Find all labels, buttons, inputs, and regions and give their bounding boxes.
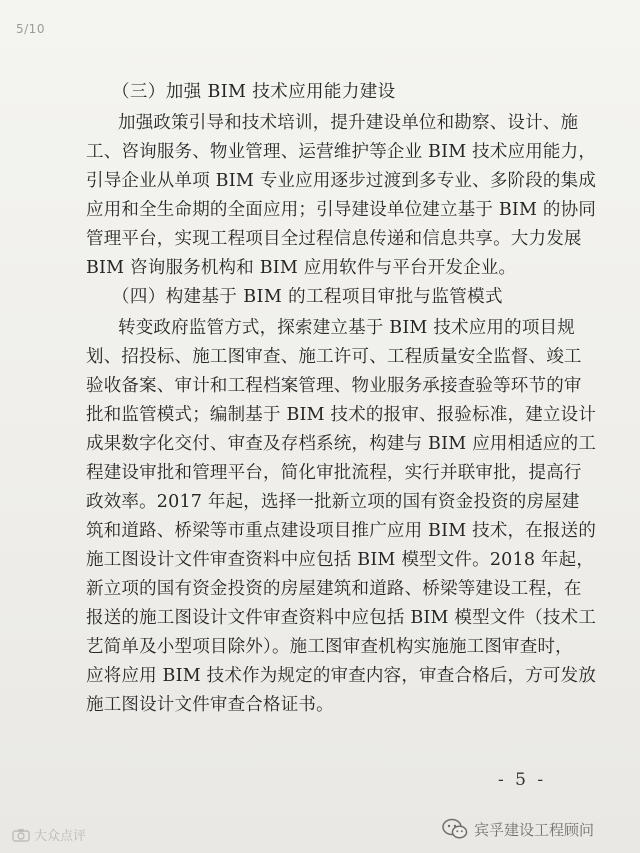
camera-watermark-icon	[12, 828, 30, 842]
text-line: 转变政府监管方式，探索建立基于 BIM 技术应用的项目规	[118, 318, 575, 338]
section-paragraph-3	[86, 109, 597, 283]
section-paragraph-4	[86, 314, 597, 720]
text-line: 应将应用 BIM 技术作为规定的审查内容，审查合格后，方可发放	[86, 666, 597, 686]
text-line: 管理平台，实现工程项目全过程信息传递和信息共享。大力发展	[86, 229, 582, 249]
watermark-left-text: 大众点评	[34, 829, 87, 844]
watermark-right	[442, 818, 594, 840]
text-line: 艺简单及小型项目除外）。施工图审查机构实施施工图审查时，	[86, 637, 573, 657]
watermark-right-text: 宾孚建设工程顾问	[474, 820, 595, 839]
text-line: 引导企业从单项 BIM 专业应用逐步过渡到多专业、多阶段的集成	[86, 171, 597, 191]
text-line: 新立项的国有资金投资的房屋建筑和道路、桥梁等建设工程，在	[86, 579, 582, 599]
text-line: 筑和道路、桥梁等市重点建设项目推广应用 BIM 技术，在报送的	[86, 521, 597, 541]
text-line: 报送的施工图设计文件审查资料中应包括 BIM 模型文件（技术工	[86, 608, 597, 628]
text-line: 批和监管模式；编制基于 BIM 技术的报审、报验标准，建立设计	[86, 405, 597, 425]
page-counter: 5/10	[16, 22, 45, 36]
text-line: 验收备案、审计和工程档案管理、物业服务承接查验等环节的审	[86, 376, 582, 396]
watermark-left	[12, 825, 86, 844]
section-heading-3: （三）加强 BIM 技术应用能力建设	[112, 82, 396, 102]
text-line: BIM 咨询服务机构和 BIM 应用软件与平台开发企业。	[86, 258, 517, 278]
text-line: 工、咨询服务、物业管理、运营维护等企业 BIM 技术应用能力，	[86, 142, 597, 162]
document-body	[86, 78, 597, 720]
wechat-icon	[442, 818, 468, 840]
text-line: 划、招投标、施工图审查、施工许可、工程质量安全监督、竣工	[86, 347, 582, 367]
page-number: - 5 -	[498, 770, 547, 790]
text-line: 成果数字化交付、审查及存档系统，构建与 BIM 应用相适应的工	[86, 434, 597, 454]
text-line: 应用和全生命期的全面应用；引导建设单位建立基于 BIM 的协同	[86, 200, 597, 220]
text-line: 程建设审批和管理平台，简化审批流程，实行并联审批，提高行	[86, 463, 582, 483]
text-line: 加强政策引导和技术培训，提升建设单位和勘察、设计、施	[118, 113, 579, 133]
text-line: 施工图设计文件审查合格证书。	[86, 695, 334, 715]
text-line: 政效率。2017 年起，选择一批新立项的国有资金投资的房屋建	[86, 492, 580, 512]
section-heading-4: （四）构建基于 BIM 的工程项目审批与监管模式	[112, 287, 503, 307]
text-line: 施工图设计文件审查资料中应包括 BIM 模型文件。2018 年起，	[86, 550, 595, 570]
